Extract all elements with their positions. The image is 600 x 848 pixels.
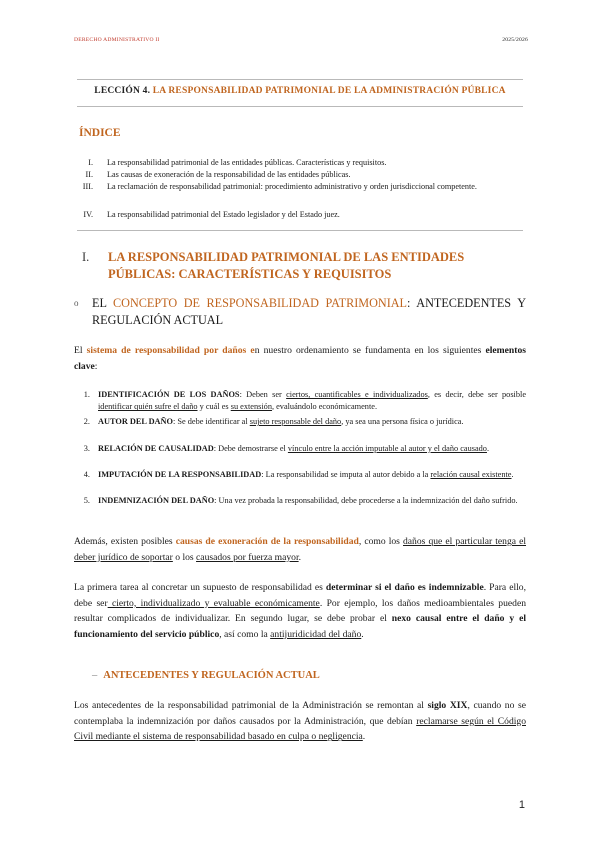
list-number: 5. — [83, 496, 90, 505]
divider — [77, 230, 523, 231]
section-title: LA RESPONSABILIDAD PATRIMONIAL DE LAS ENTIDADES PÚBLICAS: CARACTERÍSTICAS Y REQUISITOS — [108, 250, 465, 281]
underlined-text: daños que el particular tenga el deber jurídico de soportar — [74, 536, 527, 563]
underlined-text: sujeto responsable del daño — [249, 417, 342, 426]
header-course: DERECHO ADMINISTRATIVO II — [74, 37, 160, 43]
list-number: 1. — [83, 390, 90, 399]
lesson-title — [0, 86, 600, 96]
underlined-text: vínculo entre la acción imputable al autor y el daño causado — [287, 444, 487, 453]
text: o los — [172, 551, 197, 563]
lesson-number: LECCIÓN 4. — [94, 86, 151, 96]
paragraph-intro — [74, 343, 526, 374]
text: n nuestro ordenamiento se fundamenta en los siguientes — [254, 345, 486, 356]
text: : Deben ser — [239, 390, 287, 399]
lesson-name: LA RESPONSABILIDAD PATRIMONIAL DE LA ADMINISTRACIÓN PÚBLICA — [152, 86, 506, 96]
divider — [77, 79, 523, 80]
text: . — [486, 444, 490, 453]
index-item-text: La reclamación de responsabilidad patrimonial: procedimiento administrativo y orden jurisdiccional competente. — [107, 182, 477, 191]
list-number: 2. — [83, 417, 90, 426]
divider — [77, 106, 523, 107]
index-item-number: III. — [82, 182, 93, 191]
bold-text: determinar si el daño es indemnizable — [325, 582, 484, 593]
text: La primera tarea al concretar un supuesto de responsabilidad es — [74, 582, 326, 593]
text: . Para ello, debe ser — [74, 582, 527, 609]
list-label: AUTOR DEL DAÑO — [98, 417, 173, 426]
list-label: INDEMNIZACIÓN DEL DAÑO — [98, 496, 215, 505]
text: , ya sea una persona física o jurídica. — [341, 417, 464, 426]
dash-icon: – — [92, 670, 98, 681]
underlined-text: cierto, individualizado y evaluable económicamente — [107, 597, 320, 609]
index-item-number: IV. — [83, 210, 93, 219]
header-year: 2025/2026 — [502, 37, 528, 43]
paragraph-exoneration — [74, 534, 526, 565]
underlined-text: antijuridicidad del daño — [270, 629, 362, 641]
subsection-highlight: CONCEPTO DE RESPONSABILIDAD PATRIMONIAL — [113, 296, 407, 310]
list-label: IDENTIFICACIÓN DE LOS DAÑOS — [98, 390, 240, 399]
text: : La responsabilidad se imputa al autor debido a la — [261, 470, 431, 479]
text: . Por ejemplo, los daños medioambientales pueden resultar complicados de individualizar. En segundo lugar, se debe probar el — [74, 597, 526, 625]
page-number: 1 — [518, 799, 525, 811]
subsection-title: ANTECEDENTES Y REGULACIÓN ACTUAL — [103, 670, 320, 681]
index-item-number: I. — [88, 158, 93, 167]
text: . — [362, 731, 366, 743]
text: : — [94, 360, 98, 372]
underlined-text: relación causal existente — [430, 470, 512, 479]
index-item-text: Las causas de exoneración de la responsabilidad de las entidades públicas. — [107, 170, 351, 179]
list-number: 4. — [83, 470, 90, 479]
text: Los antecedentes de la responsabilidad patrimonial de la Administración se remontan al — [74, 700, 428, 711]
bold-text: elementos clave — [74, 345, 526, 372]
underlined-text: reclamarse según el Código Civil mediante el sistema de responsabilidad basado en culpa o negligencia — [74, 715, 526, 743]
subsection-prefix: EL — [92, 296, 114, 310]
bold-text: nexo causal entre el daño y el funcionamiento del servicio público — [74, 613, 526, 641]
text: Además, existen posibles — [74, 536, 176, 547]
bold-text: siglo XIX — [427, 700, 468, 711]
underlined-text: su extensión — [230, 402, 272, 412]
text: y cuál es — [197, 402, 231, 412]
index-title: ÍNDICE — [79, 127, 121, 139]
bullet-icon: o — [74, 298, 79, 308]
underlined-text: causados por fuerza mayor — [196, 551, 299, 563]
text: , así como la — [219, 629, 271, 641]
text: : Debe demostrarse el — [213, 444, 288, 453]
text: , es decir, debe ser posible — [427, 390, 526, 399]
text: . — [511, 470, 514, 479]
text: . — [361, 629, 364, 641]
paragraph-antecedentes — [74, 698, 526, 745]
text: : Una vez probada la responsabilidad, debe procederse a la indemnización del daño sufrido. — [214, 496, 518, 505]
section-number: I. — [82, 250, 90, 264]
text: : Se debe identificar al — [173, 417, 250, 426]
list-number: 3. — [83, 444, 90, 453]
text: , cuando no se contemplaba la indemnización por daños causados por la Administración, que debían — [74, 700, 526, 727]
text: , como los — [358, 536, 403, 547]
index-item-text: La responsabilidad patrimonial de las entidades públicas. Características y requisitos. — [107, 158, 387, 167]
paragraph-indemnizable — [74, 580, 526, 643]
index-item-text: La responsabilidad patrimonial del Estado legislador y del Estado juez. — [107, 210, 340, 219]
list-label: IMPUTACIÓN DE LA RESPONSABILIDAD — [98, 470, 262, 479]
subsection-suffix: : ANTECEDENTES Y REGULACIÓN ACTUAL — [92, 296, 526, 327]
text: El — [74, 345, 87, 356]
highlight-text: sistema de responsabilidad por daños e — [86, 345, 255, 356]
list-label: RELACIÓN DE CAUSALIDAD — [98, 444, 214, 453]
text: , evaluándolo económicamente. — [271, 402, 378, 412]
underlined-text: ciertos, cuantificables e individualizados — [286, 390, 428, 399]
highlight-text: causas de exoneración de la responsabilidad — [175, 536, 359, 547]
subsection-heading-2 — [92, 670, 320, 681]
underlined-text: identificar quién sufre el daño — [98, 402, 198, 412]
text: . — [298, 551, 302, 563]
index-item-number: II. — [85, 170, 93, 179]
